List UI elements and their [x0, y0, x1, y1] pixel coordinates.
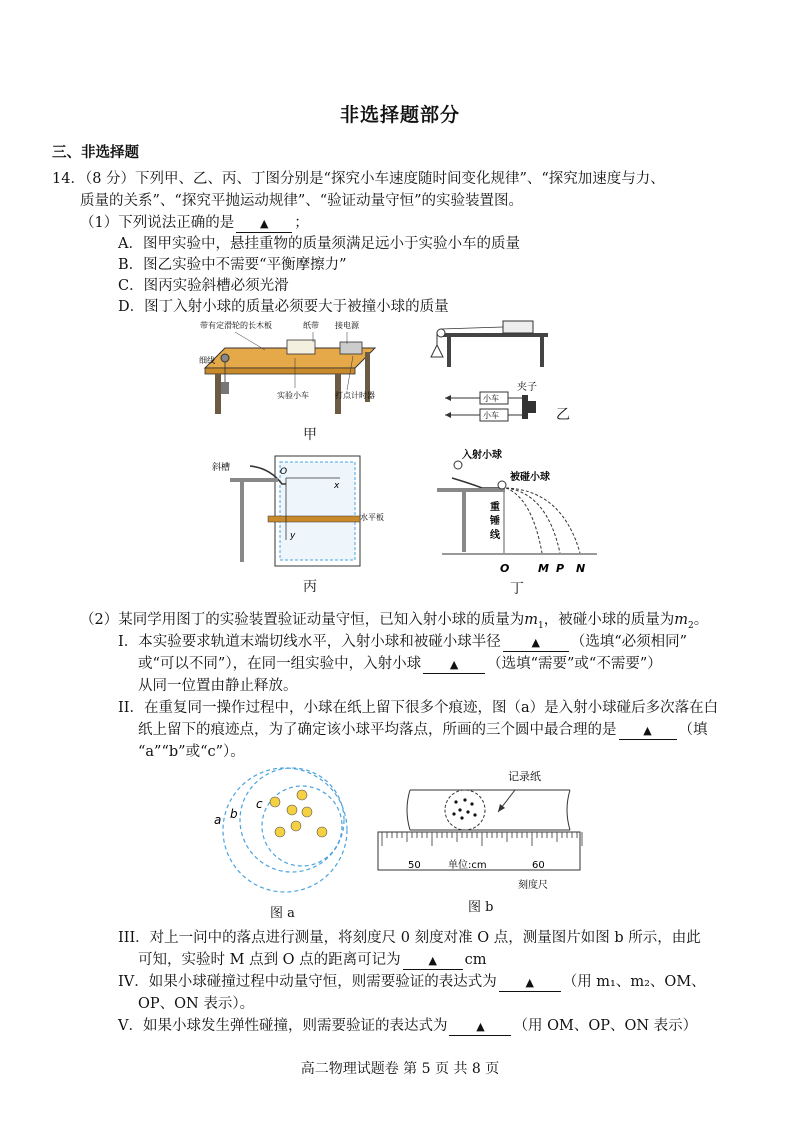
item-IV-line2: OP、ON 表示）。: [138, 996, 255, 1012]
item-I-b: （选填“必须相同”: [570, 634, 688, 650]
figure-jia: [195, 318, 395, 438]
item-II-b: 纸上留下的痕迹点，为了确定该小球平均落点，所画的三个圆中最合理的是: [138, 722, 617, 738]
item-III-unit: cm: [464, 952, 487, 968]
label-board: 带有定滑轮的长木板: [200, 321, 272, 330]
caption-yi: 乙: [556, 407, 570, 423]
figure-b: [370, 760, 595, 900]
item-V-b: （用 OM、OP、ON 表示）: [513, 1018, 698, 1034]
item-II-line3: “a”“b”或“c”）。: [138, 744, 245, 760]
label-tape: 纸带: [303, 321, 319, 330]
m1-sub: 1: [537, 620, 544, 631]
q14-head-line2: 质量的关系”、“探究平抛运动规律”、“验证动量守恒”的实验装置图。: [80, 193, 524, 209]
option-c: C．图丙实验斜槽必须光滑: [118, 278, 289, 294]
label-string: 细线: [199, 356, 215, 365]
part2-stem-b: ，被碰小球的质量为: [543, 612, 675, 628]
answer-blank-1[interactable]: [236, 215, 292, 233]
label-O: O: [500, 562, 510, 575]
part2-stem-a: （2）某同学用图丁的实验装置验证动量守恒，已知入射小球的质量为: [80, 612, 525, 628]
part1-suffix: ；: [294, 215, 309, 231]
blank-marker: ▲: [531, 636, 540, 649]
caption-fig-a: 图 a: [270, 906, 295, 921]
item-III-b: 可知，实验时 M 点到 O 点的距离可记为: [138, 952, 401, 968]
m2-sub: 2: [687, 620, 694, 631]
blank-marker: ▲: [449, 658, 459, 671]
unit-label: 单位:cm: [448, 860, 487, 871]
label-P: P: [556, 562, 565, 575]
label-cart2: 小车: [483, 411, 499, 420]
item-II-line2: [138, 720, 708, 740]
label-y: y: [290, 531, 296, 541]
item-III-line1: III．对上一问中的落点进行测量，将刻度尺 0 刻度对准 O 点，测量图片如图 b 所示，由此: [118, 930, 701, 946]
label-M: M: [538, 562, 549, 575]
label-x: x: [334, 481, 340, 491]
item-I-d: （选填“需要”或“不需要”）: [487, 656, 662, 672]
item-II-line1: II．在重复同一操作过程中，小球在纸上留下很多个痕迹，图（a）是入射小球碰后多次落在白: [118, 700, 719, 716]
option-a: A．图甲实验中，悬挂重物的质量须满足远小于实验小车的质量: [118, 236, 520, 252]
item-V-a: V．如果小球发生弹性碰撞，则需要验证的表达式为: [118, 1018, 448, 1034]
item-III-line2: [138, 950, 487, 970]
label-origin: O: [280, 467, 288, 477]
item-I-line1: [118, 632, 687, 652]
blank-marker: ▲: [643, 724, 652, 737]
label-N: N: [576, 562, 586, 575]
part2-stem-c: 。: [693, 612, 709, 628]
item-V-line: [118, 1016, 697, 1036]
option-d: D．图丁入射小球的质量必须要大于被撞小球的质量: [118, 299, 449, 315]
section-heading: 三、非选择题: [52, 144, 139, 161]
part1-stem-text: （1）下列说法正确的是: [80, 215, 235, 231]
label-cart: 实验小车: [277, 391, 309, 400]
answer-blank-2[interactable]: [503, 634, 569, 652]
caption-ding: 丁: [510, 581, 524, 597]
item-II-c: （填: [678, 722, 708, 738]
label-circle-c: c: [256, 797, 263, 811]
label-timer: 打点计时器: [335, 391, 375, 400]
label-chute: 斜槽: [212, 463, 231, 473]
blank-marker: ▲: [476, 1020, 485, 1033]
answer-blank-3[interactable]: [423, 656, 485, 674]
item-IV-line1: [118, 972, 706, 992]
blank-marker: ▲: [428, 954, 437, 967]
label-plumb-2: 锤: [490, 516, 500, 527]
label-plumb-3: 线: [490, 530, 500, 541]
caption-fig-b: 图 b: [468, 900, 494, 915]
answer-blank-7[interactable]: [449, 1018, 511, 1036]
answer-blank-4[interactable]: [619, 722, 677, 740]
label-circle-b: b: [230, 807, 238, 821]
tick-label-60: 60: [532, 860, 545, 871]
figure-a: [210, 760, 360, 900]
tick-label-50: 50: [408, 860, 421, 871]
q14-part1-stem: [80, 213, 309, 233]
label-ball-in: 入射小球: [462, 450, 502, 461]
answer-blank-5[interactable]: [403, 952, 463, 970]
item-I-line2: [138, 654, 662, 674]
label-cart1: 小车: [483, 394, 499, 403]
item-IV-b: （用 m₁、m₂、OM、: [562, 974, 706, 990]
figure-bing: [210, 448, 384, 578]
option-b: B．图乙实验中不需要“平衡摩擦力”: [118, 257, 347, 273]
q14-head-line1: 14．（8 分）下列甲、乙、丙、丁图分别是“探究小车速度随时间变化规律”、“探究加速度与力、: [52, 171, 665, 187]
label-circle-a: a: [214, 813, 222, 827]
item-IV-a: IV．如果小球碰撞过程中动量守恒，则需要验证的表达式为: [118, 974, 497, 990]
blank-marker: ▲: [260, 217, 269, 230]
item-I-a: I．本实验要求轨道末端切线水平，入射小球和被碰小球半径: [118, 634, 501, 650]
answer-blank-6[interactable]: [499, 974, 561, 992]
label-plumb-1: 重: [490, 502, 500, 513]
m2-symbol: m: [674, 612, 688, 628]
label-clip: 夹子: [517, 382, 537, 393]
item-I-line3: 从同一位置由静止释放。: [138, 678, 298, 694]
caption-jia: 甲: [303, 427, 317, 443]
item-I-c: 或“可以不同”），在同一组实验中，入射小球: [138, 656, 422, 672]
page-footer: 高二物理试题卷 第 5 页 共 8 页: [300, 1061, 500, 1077]
m1-symbol: m: [524, 612, 538, 628]
label-ball-hit: 被碰小球: [510, 472, 550, 483]
label-power: 接电源: [335, 321, 359, 330]
label-ruler: 刻度尺: [518, 880, 548, 891]
blank-marker: ▲: [525, 976, 534, 989]
page-title: 非选择题部分: [339, 104, 460, 126]
label-plate: 水平板: [360, 513, 384, 522]
caption-bing: 丙: [303, 579, 317, 595]
figure-ding: [432, 448, 602, 578]
label-record-paper: 记录纸: [508, 770, 541, 783]
figure-yi: [425, 315, 575, 440]
